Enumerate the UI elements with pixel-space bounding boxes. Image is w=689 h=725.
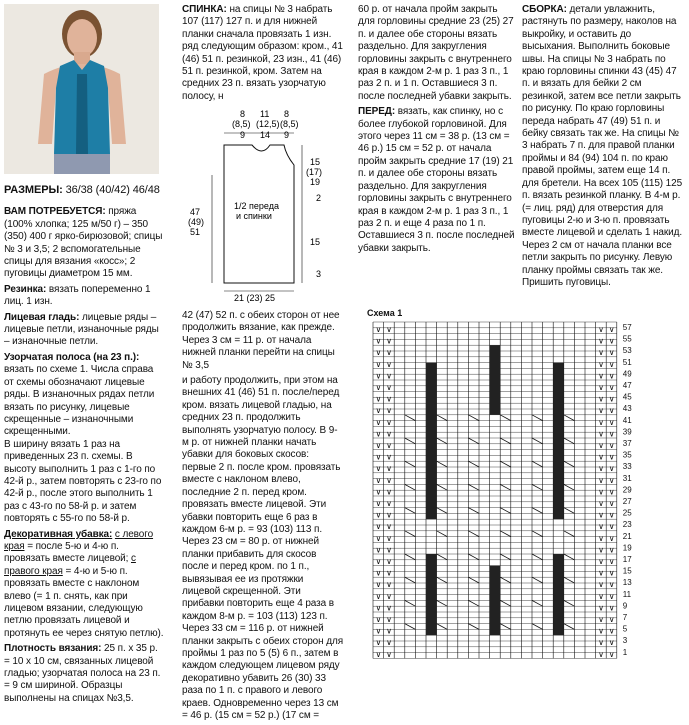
cable-mark bbox=[437, 415, 448, 421]
stitch-symbol: ∨ bbox=[375, 336, 382, 346]
dim-top-sub-1: (8,5) bbox=[232, 119, 251, 129]
dim-top-sub2-2: 14 bbox=[260, 130, 271, 140]
decrease: Декоративная убавка: с левого края = после 5-ю и 4-ю п. провязать вместе лицевой; с правого края = 4-ю и 5-ю п. провязать вместе с наклоном влево (= 1 п. снять, как при лицевом вязании, следующую петлю провязать лицевой и протянуть ее через снятую петлю). bbox=[4, 528, 164, 639]
stitch-symbol: ∨ bbox=[598, 452, 604, 462]
stitch-symbol: ∨ bbox=[386, 325, 392, 334]
stitch-symbol: ∨ bbox=[598, 626, 604, 636]
stitch-symbol: ∨ bbox=[386, 533, 392, 543]
stitch-symbol: ∨ bbox=[375, 510, 382, 520]
cable-mark bbox=[532, 484, 543, 490]
cable-mark bbox=[405, 438, 416, 444]
column-assembly bbox=[522, 4, 686, 292]
stitch-symbol: ∨ bbox=[598, 325, 604, 334]
stitch-symbol: ∨ bbox=[386, 487, 392, 497]
cable-mark bbox=[437, 624, 448, 630]
pattern-diagram bbox=[182, 105, 342, 305]
center-label-2: и спинки bbox=[236, 211, 272, 221]
stitch-symbol: ∨ bbox=[375, 522, 382, 532]
row-number: 15 bbox=[622, 566, 632, 576]
cable-mark bbox=[405, 508, 416, 514]
dim-top-sub2-1: 9 bbox=[240, 130, 246, 140]
cable-mark bbox=[468, 461, 479, 467]
stitch-symbol: ∨ bbox=[386, 580, 392, 590]
stitch-symbol: ∨ bbox=[375, 487, 382, 497]
cable-mark bbox=[564, 531, 575, 537]
stitch-symbol: ∨ bbox=[386, 649, 392, 659]
cable-mark bbox=[564, 484, 575, 490]
dim-right-a-2: (17) bbox=[306, 167, 323, 177]
dim-right-a-1: 15 bbox=[310, 157, 321, 167]
stitch-symbol: ∨ bbox=[598, 475, 604, 485]
column-back-2 bbox=[182, 310, 344, 725]
cable-mark bbox=[405, 531, 416, 537]
stitch-symbol: ∨ bbox=[386, 557, 392, 566]
cable-mark bbox=[532, 624, 543, 630]
stitch-symbol: ∨ bbox=[598, 499, 604, 508]
dim-right-c: 15 bbox=[310, 237, 321, 247]
row-number: 41 bbox=[622, 415, 632, 425]
stitch-symbol: ∨ bbox=[608, 359, 615, 369]
column-front bbox=[358, 4, 516, 258]
cable-mark bbox=[437, 484, 448, 490]
stitch-symbol: ∨ bbox=[608, 487, 615, 497]
stitch-symbol: ∨ bbox=[608, 510, 615, 520]
cable-mark bbox=[468, 484, 479, 490]
stitch-symbol: ∨ bbox=[598, 649, 604, 659]
cable-mark bbox=[532, 554, 543, 560]
cable-mark bbox=[500, 508, 511, 514]
cable-mark bbox=[405, 577, 416, 583]
purl-block bbox=[553, 363, 564, 520]
cable-mark bbox=[468, 554, 479, 560]
front: ПЕРЕД: вязать, как спинку, но с более глубокой горловиной. Для этого через 11 см = 38 р. (13 см = 46 р.) 15 см = 52 р. от начала пройм закрыть средние 17 (19) 21 п. и далее обе стороны вязать раздельно. Для закругления горловины закрыть с внутреннего края в каждом 2-м р. 1 раз 3 п., 1 раз 2 п. и еще 4 раза по 1 п. Оставшиеся 3 п. после последней убавки закрыть. bbox=[358, 106, 515, 254]
pattern-strip: Узорчатая полоса (на 23 п.): вязать по схеме 1. Числа справа от схемы обозначают лицевые ряды. В изнаночных рядах петли вязать по рисунку, лицевые скрещенные – изнаночными скрещенными. bbox=[4, 351, 155, 438]
stitch-symbol: ∨ bbox=[386, 348, 392, 358]
cable-mark bbox=[564, 415, 575, 421]
stitch-symbol: ∨ bbox=[375, 603, 382, 613]
row-number: 25 bbox=[622, 508, 632, 518]
stitch-symbol: ∨ bbox=[375, 649, 382, 659]
row-number: 57 bbox=[622, 323, 632, 332]
cable-mark bbox=[405, 461, 416, 467]
dim-top-sub2-3: 9 bbox=[284, 130, 290, 140]
dim-right-a-3: 19 bbox=[310, 177, 321, 187]
stitch-symbol: ∨ bbox=[375, 638, 382, 648]
stitch-symbol: ∨ bbox=[598, 394, 604, 404]
row-number: 3 bbox=[622, 636, 628, 646]
stitch-symbol: ∨ bbox=[598, 371, 604, 381]
stitch-symbol: ∨ bbox=[598, 359, 604, 369]
stitch-symbol: ∨ bbox=[598, 591, 604, 601]
back-text-3: и работу продолжить, при этом на внешних 41 (46) 51 п. после/перед кром. вязать лицевой гладью, на средних 23 п. продолжить выполнять узорчатую полосу. В 9-м р. от нижней планки начать убавки для боковых скосов: первые 2 п. после кром. провязать вместе с наклоном влево, последние 2 п. перед кром. провязать вместе лицевой. Эти убавки повторить еще 6 раз в каждом 6-м р. = 93 (103) 113 п. Через 23 см = 80 р. от нижней планки прибавить для скосов после и перед кром. по 1 п., вывязывая ее из протяжки лицевой скрещенной. Эти прибавки повторить еще 4 раза в каждом 8-м р. = 103 (113) 123 п. Через 33 см = 116 р. от нижней планки закрыть с обеих сторон для проймы 1 раз по 5 (5) 6 п., затем в каждом следующем лицевом ряду декоративно убавить 26 (30) 33 раза по 1 п. с правого и левого краев. Одновременно через 13 см = 46 р. (15 см = 52 р.) (17 см = bbox=[182, 375, 344, 721]
cable-mark bbox=[437, 461, 448, 467]
cable-mark bbox=[532, 461, 543, 467]
cable-mark bbox=[468, 531, 479, 537]
cable-mark bbox=[437, 508, 448, 514]
stitch-symbol: ∨ bbox=[598, 441, 604, 450]
stitch-symbol: ∨ bbox=[375, 568, 382, 578]
cable-mark bbox=[564, 624, 575, 630]
cable-mark bbox=[468, 624, 479, 630]
row-number: 11 bbox=[622, 589, 632, 599]
cable-mark bbox=[468, 415, 479, 421]
dim-top-2: 11 bbox=[260, 109, 270, 119]
row-number: 29 bbox=[622, 485, 632, 495]
model-photo bbox=[4, 4, 159, 174]
stitch-symbol: ∨ bbox=[608, 522, 615, 532]
column-back bbox=[182, 4, 344, 106]
stitch-symbol: ∨ bbox=[386, 591, 392, 601]
stitch-symbol: ∨ bbox=[598, 557, 604, 566]
cable-mark bbox=[532, 508, 543, 514]
stitch-symbol: ∨ bbox=[608, 429, 615, 439]
cable-mark bbox=[500, 415, 511, 421]
row-number: 1 bbox=[622, 647, 628, 657]
stitch-symbol: ∨ bbox=[608, 638, 615, 648]
stitch-symbol: ∨ bbox=[386, 499, 392, 508]
stitch-symbol: ∨ bbox=[598, 383, 604, 392]
stitch-symbol: ∨ bbox=[598, 603, 604, 613]
dim-bottom: 21 (23) 25 bbox=[234, 293, 276, 303]
stitch-symbol: ∨ bbox=[375, 452, 382, 462]
row-number: 37 bbox=[622, 439, 632, 448]
back-cont: 60 р. от начала пройм закрыть для горловины средние 23 (25) 27 п. и далее обе стороны вязать раздельно. Для закругления горловины закрыть с внутреннего края в каждом 2-м р. 1 раз 3 п., 1 раз 2 п. и 1 п. Оставшиеся 3 п. после последней убавки закрыть. bbox=[358, 4, 514, 102]
row-number: 35 bbox=[622, 450, 632, 460]
stitch-symbol: ∨ bbox=[375, 348, 382, 358]
cable-mark bbox=[437, 554, 448, 560]
stitch-symbol: ∨ bbox=[375, 499, 382, 508]
cable-mark bbox=[532, 577, 543, 583]
stitch-symbol: ∨ bbox=[598, 580, 604, 590]
stitch-symbol: ∨ bbox=[386, 429, 392, 439]
cable-mark bbox=[564, 438, 575, 444]
purl-block bbox=[553, 554, 564, 635]
cable-mark bbox=[564, 577, 575, 583]
stitch-symbol: ∨ bbox=[598, 522, 604, 532]
stitch-symbol: ∨ bbox=[608, 557, 615, 566]
stitch-symbol: ∨ bbox=[608, 603, 615, 613]
rib: Резинка: вязать попеременно 1 лиц. 1 изн. bbox=[4, 283, 151, 308]
cable-mark bbox=[405, 624, 416, 630]
stitch-symbol: ∨ bbox=[375, 615, 382, 624]
stitch-symbol: ∨ bbox=[608, 591, 615, 601]
column-materials bbox=[4, 184, 164, 708]
stitch-symbol: ∨ bbox=[386, 417, 392, 427]
stitch-symbol: ∨ bbox=[598, 487, 604, 497]
stitch-symbol: ∨ bbox=[598, 429, 604, 439]
row-number: 9 bbox=[622, 601, 628, 611]
stitch-symbol: ∨ bbox=[375, 429, 382, 439]
stitch-symbol: ∨ bbox=[375, 325, 382, 334]
cable-mark bbox=[500, 531, 511, 537]
stitch-symbol: ∨ bbox=[386, 545, 392, 555]
row-number: 43 bbox=[622, 404, 632, 414]
stitch-symbol: ∨ bbox=[386, 522, 392, 532]
stitch-symbol: ∨ bbox=[375, 394, 382, 404]
stitch-symbol: ∨ bbox=[608, 568, 615, 578]
dim-right-d: 3 bbox=[316, 269, 322, 279]
dim-left-1: 47 bbox=[190, 207, 201, 217]
stitch-symbol: ∨ bbox=[608, 649, 615, 659]
cable-mark bbox=[405, 600, 416, 606]
purl-block bbox=[426, 363, 437, 520]
cable-mark bbox=[564, 600, 575, 606]
dim-right-b: 2 bbox=[316, 193, 322, 203]
cable-mark bbox=[500, 554, 511, 560]
stitch-symbol: ∨ bbox=[598, 615, 604, 624]
stitch-symbol: ∨ bbox=[608, 394, 615, 404]
materials: ВАМ ПОТРЕБУЕТСЯ: пряжа (100% хлопка; 125 м/50 г) – 350 (350) 400 г ярко-бирюзовой; спицы № 3 и 3,5; 2 вспомогательные спицы для вязания «косс»; 2 пуговицы диаметром 15 мм. bbox=[4, 206, 163, 280]
assembly: СБОРКА: детали увлажнить, растянуть по размеру, наколов на выкройку, и оставить до высыхания. Выполнить боковые швы. На спицы № 3 набрать по краю горловины спинки 43 (45) 47 п. и вязать для бейки 2 см резинкой, затем все петли закрыть по рисунку. По краю горловины переда набрать 47 (49) 51 п. и бейку связать так же. На спицы № 3 набрать 7 п. для правой планки проймы и 84 (94) 104 п. по краю правой проймы, затем еще 14 п. для бретели. На всех 105 (115) 125 п. вязать резинкой планку. В 4-м р. (= лиц. ряд) для отверстия для пуговицы 2-ю и 3-ю п. провязать вместе лицевой и сделать 1 накид. Через 2 см от начала планки все петли закрыть по рисунку. Левую планку проймы связать так же. Пришить пуговицы. bbox=[522, 4, 683, 288]
schema-grid bbox=[365, 318, 689, 683]
stitch-symbol: ∨ bbox=[608, 580, 615, 590]
sizes: РАЗМЕРЫ: 36/38 (40/42) 46/48 bbox=[4, 184, 160, 196]
stitch-symbol: ∨ bbox=[375, 441, 382, 450]
stitch-symbol: ∨ bbox=[386, 475, 392, 485]
stitch-symbol: ∨ bbox=[375, 464, 382, 474]
dim-top-3: 8 bbox=[284, 109, 290, 119]
cable-mark bbox=[437, 531, 448, 537]
stitch-symbol: ∨ bbox=[375, 406, 382, 416]
cable-mark bbox=[405, 415, 416, 421]
cable-mark bbox=[500, 577, 511, 583]
row-number: 31 bbox=[622, 473, 632, 483]
cable-mark bbox=[468, 508, 479, 514]
stitch-symbol: ∨ bbox=[608, 383, 615, 392]
stitch-symbol: ∨ bbox=[598, 638, 604, 648]
stitch-symbol: ∨ bbox=[608, 417, 615, 427]
stitch-symbol: ∨ bbox=[386, 359, 392, 369]
stitch-symbol: ∨ bbox=[386, 510, 392, 520]
row-number: 55 bbox=[622, 334, 632, 344]
cable-mark bbox=[405, 554, 416, 560]
row-number: 17 bbox=[622, 555, 632, 564]
stitch-symbol: ∨ bbox=[608, 615, 615, 624]
stitch-symbol: ∨ bbox=[598, 533, 604, 543]
stitch-symbol: ∨ bbox=[608, 325, 615, 334]
stitch-symbol: ∨ bbox=[598, 510, 604, 520]
stitch-symbol: ∨ bbox=[598, 406, 604, 416]
cable-mark bbox=[500, 461, 511, 467]
cable-mark bbox=[468, 600, 479, 606]
cable-mark bbox=[468, 577, 479, 583]
stitch-symbol: ∨ bbox=[598, 417, 604, 427]
row-number: 13 bbox=[622, 578, 632, 588]
row-number: 47 bbox=[622, 381, 632, 390]
row-number: 39 bbox=[622, 427, 632, 437]
stitch-symbol: ∨ bbox=[386, 452, 392, 462]
cable-mark bbox=[437, 600, 448, 606]
cable-mark bbox=[532, 415, 543, 421]
cable-mark bbox=[532, 438, 543, 444]
stitch-symbol: ∨ bbox=[386, 568, 392, 578]
row-number: 23 bbox=[622, 520, 632, 530]
stitch-symbol: ∨ bbox=[598, 464, 604, 474]
stockinette: Лицевая гладь: лицевые ряды – лицевые петли, изнаночные ряды – изнаночные петли. bbox=[4, 311, 159, 348]
stitch-symbol: ∨ bbox=[608, 371, 615, 381]
stitch-symbol: ∨ bbox=[598, 336, 604, 346]
stitch-symbol: ∨ bbox=[608, 441, 615, 450]
dim-left-2: (49) bbox=[188, 217, 205, 227]
stitch-symbol: ∨ bbox=[598, 568, 604, 578]
schema-1 bbox=[365, 308, 689, 688]
dim-top-sub-2: (12,5) bbox=[256, 119, 280, 129]
stitch-symbol: ∨ bbox=[608, 475, 615, 485]
row-number: 49 bbox=[622, 369, 632, 379]
stitch-symbol: ∨ bbox=[386, 615, 392, 624]
cable-mark bbox=[500, 484, 511, 490]
stitch-symbol: ∨ bbox=[598, 348, 604, 358]
purl-block bbox=[490, 566, 501, 636]
center-label: 1/2 переда bbox=[234, 201, 279, 211]
back-text: СПИНКА: на спицы № 3 набрать 107 (117) 127 п. и для нижней планки сначала провязать 1 изн. ряд следующим образом: кром., 41 (46) 51 п. резинкой, 23 изн., 41 (46) 51 п. резинкой, кром. Затем на средних 23 п. вязать узорчатую полосу, н bbox=[182, 4, 343, 102]
stitch-symbol: ∨ bbox=[608, 406, 615, 416]
stitch-symbol: ∨ bbox=[386, 406, 392, 416]
dim-top-sub-3: (8,5) bbox=[280, 119, 299, 129]
stitch-symbol: ∨ bbox=[375, 580, 382, 590]
cable-mark bbox=[405, 484, 416, 490]
cable-mark bbox=[564, 508, 575, 514]
stitch-symbol: ∨ bbox=[608, 545, 615, 555]
stitch-symbol: ∨ bbox=[386, 626, 392, 636]
stitch-symbol: ∨ bbox=[386, 603, 392, 613]
stitch-symbol: ∨ bbox=[608, 452, 615, 462]
stitch-symbol: ∨ bbox=[386, 464, 392, 474]
cable-mark bbox=[564, 554, 575, 560]
stitch-symbol: ∨ bbox=[386, 394, 392, 404]
stitch-symbol: ∨ bbox=[608, 626, 615, 636]
row-number: 21 bbox=[622, 531, 632, 541]
row-number: 7 bbox=[622, 613, 628, 622]
stitch-symbol: ∨ bbox=[386, 383, 392, 392]
stitch-symbol: ∨ bbox=[386, 638, 392, 648]
cable-mark bbox=[532, 531, 543, 537]
cable-mark bbox=[500, 438, 511, 444]
cable-mark bbox=[500, 624, 511, 630]
stitch-symbol: ∨ bbox=[598, 545, 604, 555]
stitch-symbol: ∨ bbox=[375, 545, 382, 555]
stitch-symbol: ∨ bbox=[608, 464, 615, 474]
stitch-symbol: ∨ bbox=[375, 591, 382, 601]
stitch-symbol: ∨ bbox=[386, 371, 392, 381]
cable-mark bbox=[532, 600, 543, 606]
stitch-symbol: ∨ bbox=[375, 626, 382, 636]
cable-mark bbox=[564, 461, 575, 467]
stitch-symbol: ∨ bbox=[608, 336, 615, 346]
purl-block bbox=[490, 345, 501, 415]
pattern-strip-2: В ширину вязать 1 раз на приведенных 23 п. схемы. В высоту выполнить 1 раз с 1-го по 42-й р., затем повторять с 23-го по 42-й р., после этого выполнить 1 раз с 43-го по 58-й р. и затем повторять с 55-го по 58-й р. bbox=[4, 438, 162, 525]
row-number: 51 bbox=[622, 357, 632, 367]
stitch-symbol: ∨ bbox=[375, 417, 382, 427]
row-number: 45 bbox=[622, 392, 632, 402]
row-number: 19 bbox=[622, 543, 632, 553]
gauge: Плотность вязания: 25 п. х 35 р. = 10 х 10 см, связанных лицевой гладью; узорчатая полоса на 23 п. = 9 см шириной. Образцы выполнены на спицах №3,5. bbox=[4, 643, 161, 704]
row-number: 53 bbox=[622, 346, 632, 356]
stitch-symbol: ∨ bbox=[608, 533, 615, 543]
stitch-symbol: ∨ bbox=[375, 371, 382, 381]
cable-mark bbox=[468, 438, 479, 444]
row-number: 27 bbox=[622, 497, 632, 506]
row-number: 33 bbox=[622, 462, 632, 472]
cable-mark bbox=[500, 600, 511, 606]
cable-mark bbox=[437, 577, 448, 583]
stitch-symbol: ∨ bbox=[375, 557, 382, 566]
stitch-symbol: ∨ bbox=[375, 359, 382, 369]
stitch-symbol: ∨ bbox=[375, 383, 382, 392]
stitch-symbol: ∨ bbox=[386, 441, 392, 450]
cable-mark bbox=[437, 438, 448, 444]
stitch-symbol: ∨ bbox=[375, 475, 382, 485]
back-text-2: 42 (47) 52 п. с обеих сторон от нее продолжить вязание, как прежде. Через 3 см = 11 р. от начала нижней планки перейти на спицы № 3,5 bbox=[182, 310, 340, 371]
stitch-symbol: ∨ bbox=[375, 533, 382, 543]
stitch-symbol: ∨ bbox=[386, 336, 392, 346]
dim-left-3: 51 bbox=[190, 227, 201, 237]
purl-block bbox=[426, 554, 437, 635]
dim-top-1: 8 bbox=[240, 109, 246, 119]
row-number: 5 bbox=[622, 624, 628, 634]
schema-title: Схема 1 bbox=[367, 308, 403, 318]
stitch-symbol: ∨ bbox=[608, 348, 615, 358]
stitch-symbol: ∨ bbox=[608, 499, 615, 508]
